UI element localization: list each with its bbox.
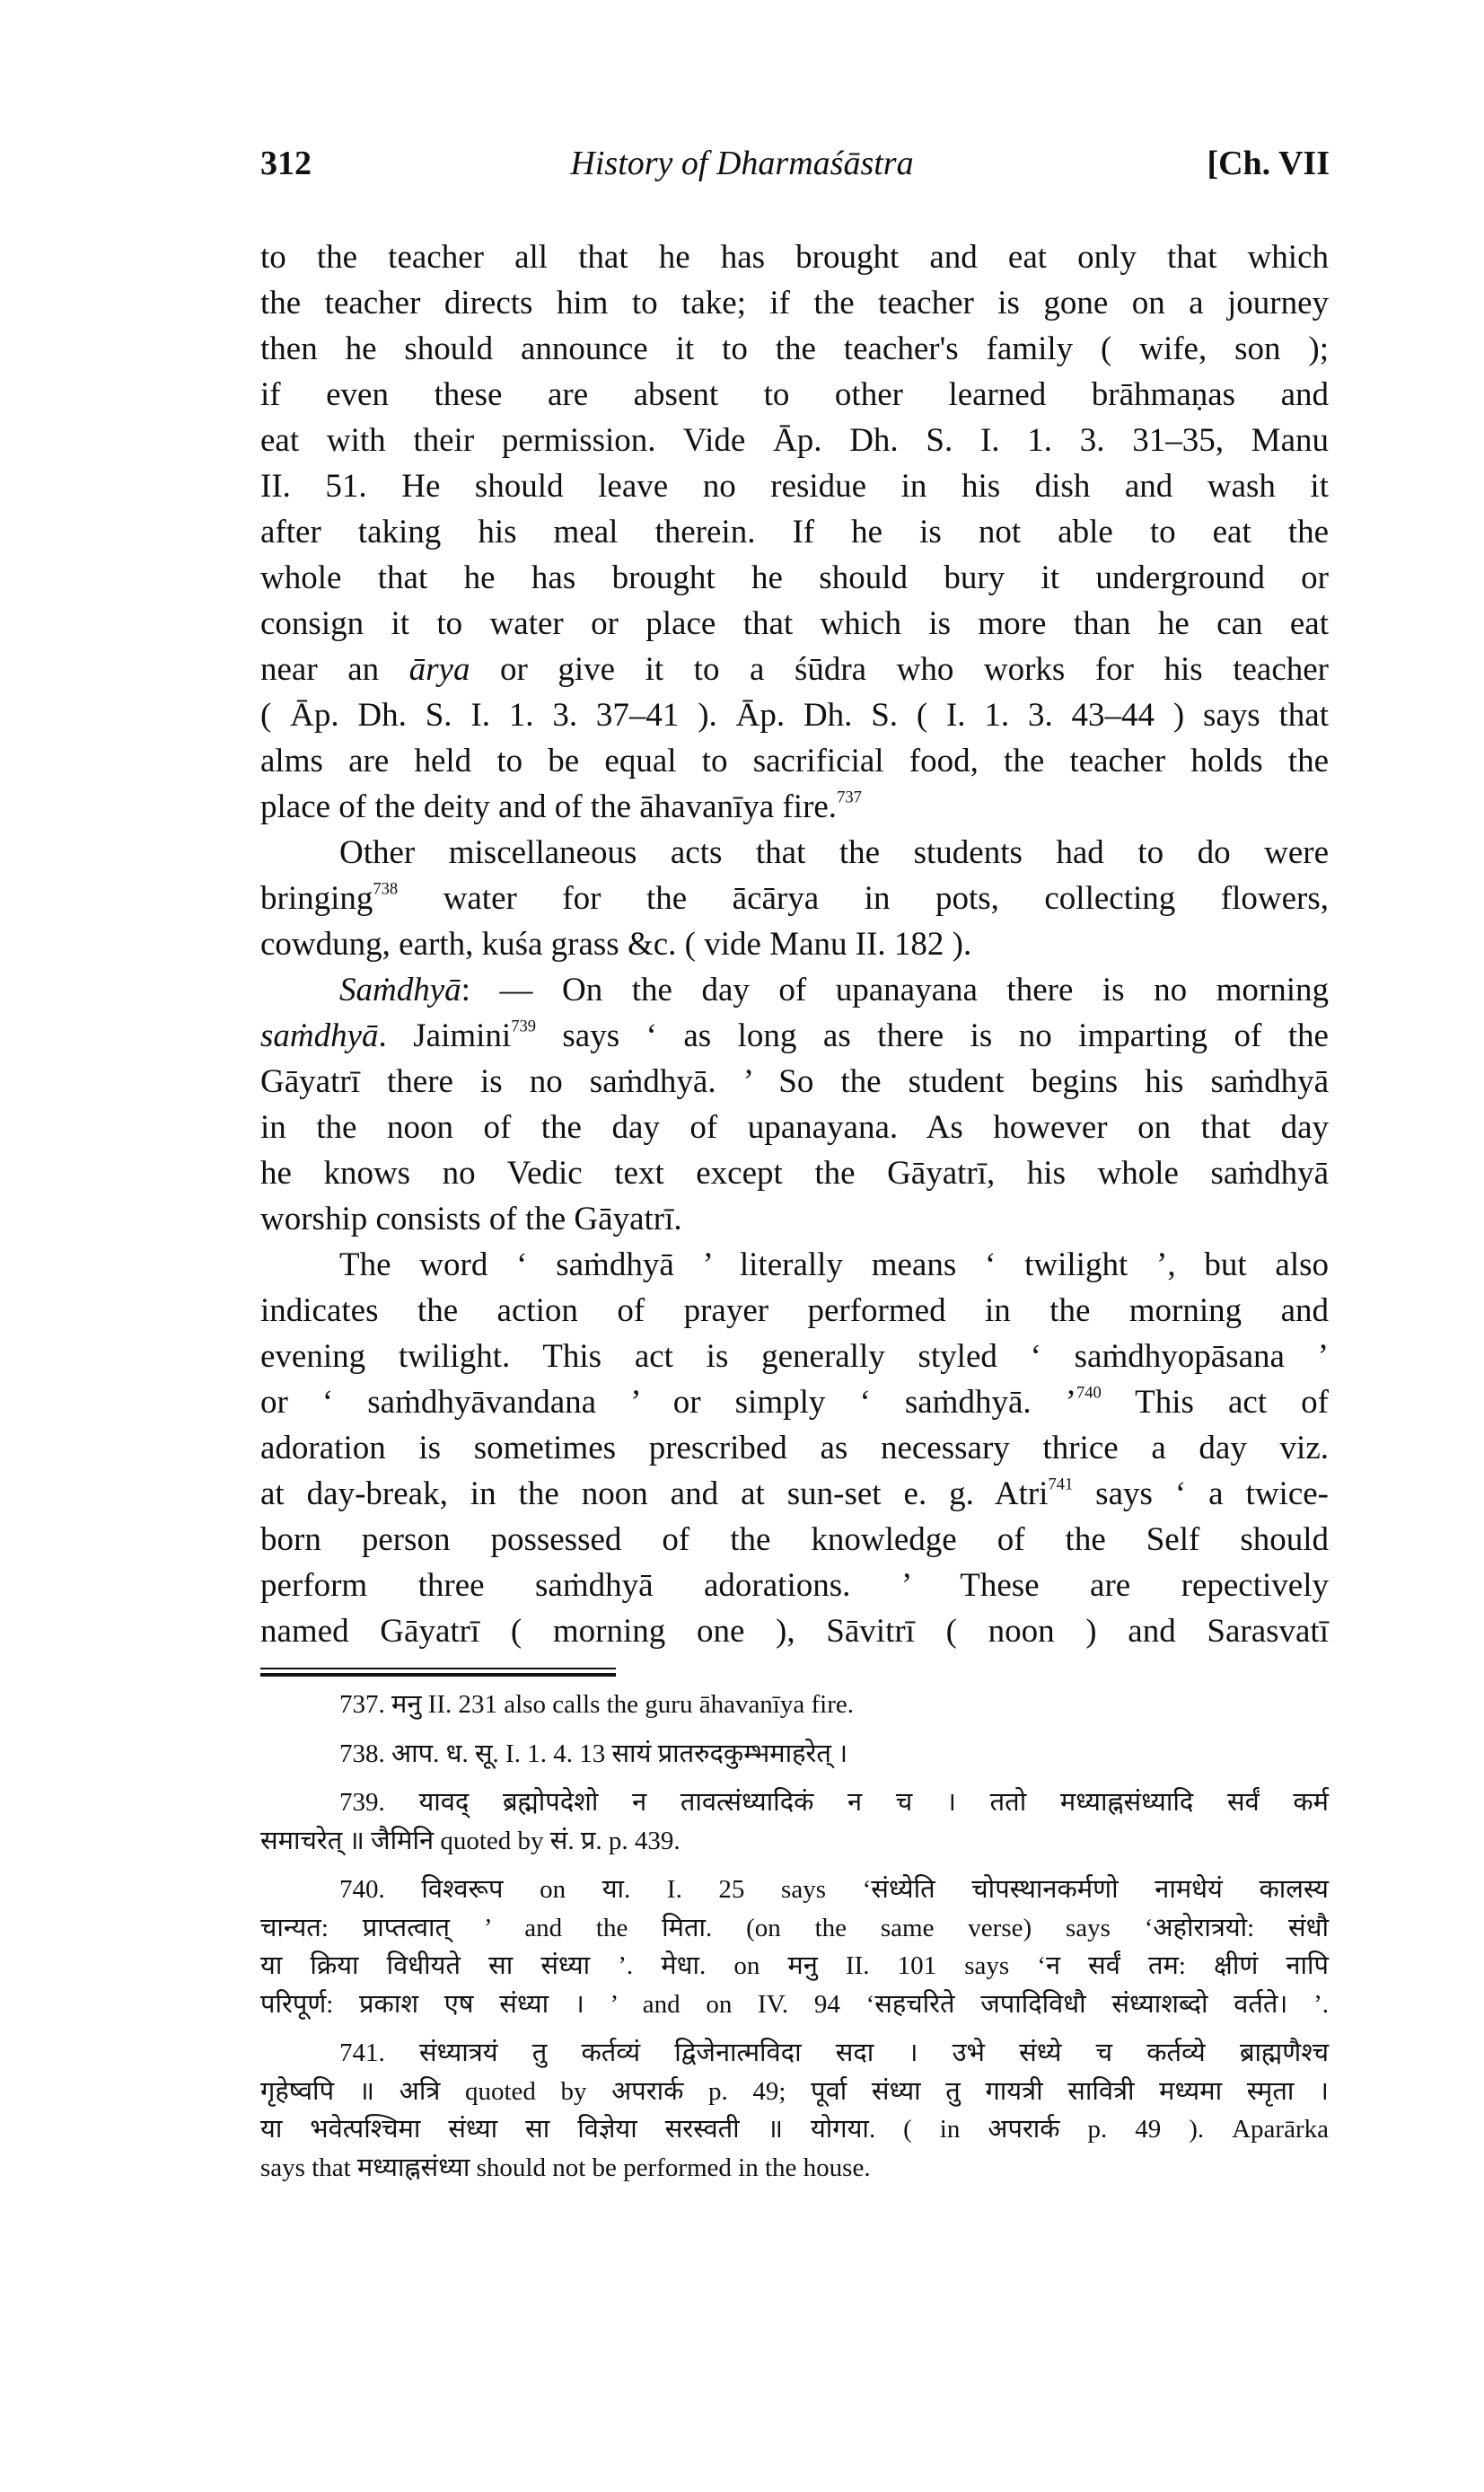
body-line	[260, 1060, 1329, 1105]
text-run: गृहेष्वपि ॥ अत्रि quoted by अपरार्क p. 49; पूर्वा संध्या तु गायत्री सावित्री मध्यमा स्मृता ।	[260, 2076, 1329, 2106]
body-line	[260, 1426, 1329, 1471]
body-line	[260, 1014, 1329, 1059]
footnote-line	[260, 1686, 1329, 1722]
text-run: 737. मनु II. 231 also calls the guru āhavanīya fire.	[339, 1690, 854, 1719]
text-run: place of the deity and of the āhavanīya fire.	[260, 788, 838, 825]
text-run: named Gāyatrī ( morning one ), Sāvitrī ( noon ) and Sarasvatī	[260, 1613, 1329, 1650]
text-run: 739. यावद् ब्रह्मोपदेशो न तावत्संध्यादिकं न च । ततो मध्याह्नसंध्यादि सर्वं कर्म	[339, 1788, 1329, 1817]
body-line	[260, 1105, 1329, 1150]
body-line	[260, 1243, 1329, 1288]
text-run: 740. विश्वरूप on या. I. 25 says ‘संध्येति चोपस्थानकर्मणो नामधेयं कालस्य	[339, 1875, 1329, 1904]
text-run: Gāyatrī there is no saṁdhyā. ’ So the student begins his saṁdhyā	[260, 1063, 1329, 1100]
text-run: evening twilight. This act is generally styled ‘ saṁdhyopāsana ’	[260, 1338, 1329, 1375]
footnote-line	[260, 2035, 1329, 2071]
footnote-line	[260, 1910, 1329, 1946]
footnote-ref: 737	[837, 788, 862, 807]
text-run: after taking his meal therein. If he is not able to eat the	[260, 514, 1329, 550]
body-line	[260, 785, 1329, 830]
text-run: born person possessed of the knowledge of the Self should	[260, 1521, 1329, 1558]
italic-term: saṁdhyā	[260, 1017, 379, 1054]
text-run: ( Āp. Dh. S. I. 1. 3. 37–41 ). Āp. Dh. S. ( I. 1. 3. 43–44 ) says that	[260, 697, 1329, 734]
body-line	[260, 327, 1329, 372]
text-run: worship consists of the Gāyatrī.	[260, 1201, 682, 1237]
text-run: adoration is sometimes prescribed as necessary thrice a day viz.	[260, 1430, 1329, 1466]
text-run: to the teacher all that he has brought and eat only that which	[260, 239, 1329, 276]
body-line	[260, 1289, 1329, 1334]
text-run: : — On the day of upanayana there is no morning	[461, 972, 1329, 1008]
text-run: bringing	[260, 880, 373, 917]
text-run: . Jaimini	[378, 1017, 512, 1054]
footnote-line	[260, 1986, 1329, 2022]
text-run: the teacher directs him to take; if the teacher is gone on a journey	[260, 285, 1329, 321]
text-run: Other miscellaneous acts that the students had to do were	[339, 834, 1329, 871]
body-line	[260, 418, 1329, 463]
body-line	[260, 281, 1329, 326]
body-line	[260, 1563, 1329, 1608]
footnote-line	[260, 1736, 1329, 1772]
text-run: then he should announce it to the teacher's family ( wife, son );	[260, 330, 1329, 367]
body-line	[260, 1334, 1329, 1379]
text-run: whole that he has brought he should bury it underground or	[260, 559, 1329, 596]
text-run: he knows no Vedic text except the Gāyatrī, his whole saṁdhyā	[260, 1155, 1329, 1192]
body-line	[260, 464, 1329, 509]
body-line	[260, 373, 1329, 418]
text-run: alms are held to be equal to sacrificial food, the teacher holds the	[260, 743, 1329, 779]
text-run: The word ‘ saṁdhyā ’ literally means ‘ twilight ’, but also	[339, 1246, 1329, 1283]
footnote-ref: 740	[1076, 1384, 1102, 1403]
body-line	[260, 1518, 1329, 1563]
body-line	[260, 876, 1329, 921]
text-run: cowdung, earth, kuśa grass &c. ( vide Manu II. 182 ).	[260, 926, 972, 963]
footnote-rule-thin	[260, 1668, 616, 1669]
text-run: 741. संध्यात्रयं तु कर्तव्यं द्विजेनात्मविदा सदा । उभे संध्ये च कर्तव्ये ब्राह्मणैश्च	[339, 2039, 1329, 2067]
text-run: near an	[260, 651, 409, 688]
body-line	[260, 1197, 1329, 1242]
body-line	[260, 510, 1329, 555]
text-run: eat with their permission. Vide Āp. Dh. S. I. 1. 3. 31–35, Manu	[260, 422, 1329, 459]
italic-term: ārya	[408, 651, 470, 688]
text-run: परिपूर्ण: प्रकाश एष संध्या । ’ and on IV. 94 ‘सहचरिते जपादिविधौ संध्याशब्दो वर्तते। ’.	[260, 1989, 1329, 2019]
text-run: समाचरेत् ॥ जैमिनि quoted by सं. प्र. p. 439.	[260, 1826, 681, 1855]
body-line	[260, 831, 1329, 876]
body-line	[260, 1472, 1329, 1517]
footnote-line	[260, 1871, 1329, 1907]
text-run: if even these are absent to other learned brāhmaṇas and	[260, 376, 1329, 413]
text-run: This act of	[1101, 1384, 1329, 1421]
text-run: perform three saṁdhyā adorations. ’ These are repectively	[260, 1567, 1329, 1604]
text-run: water for the ācārya in pots, collecting flowers,	[398, 880, 1329, 917]
text-run: consign it to water or place that which is more than he can eat	[260, 605, 1329, 642]
chapter-label: [Ch. VII	[1207, 145, 1330, 182]
text-run: या भवेत्पश्चिमा संध्या सा विज्ञेया सरस्वती ॥ योगया. ( in अपरार्क p. 49 ). Aparārka	[260, 2115, 1329, 2144]
footnote-line	[260, 1784, 1329, 1820]
text-run: at day-break, in the noon and at sun-set e. g. Atri	[260, 1475, 1049, 1512]
text-run: says ‘ a twice-	[1073, 1475, 1329, 1512]
text-run: or give it to a śūdra who works for his teacher	[470, 651, 1330, 688]
text-run: says that मध्याह्नसंध्या should not be performed in the house.	[260, 2153, 871, 2182]
text-run: चान्यत: प्राप्तत्वात् ’ and the मिता. (on the same verse) says ‘अहोरात्रयो: संधौ	[260, 1913, 1329, 1942]
body-line	[260, 647, 1329, 692]
body-line	[260, 1151, 1329, 1196]
body-line	[260, 602, 1329, 647]
footnote-ref: 739	[511, 1017, 536, 1036]
body-line	[260, 968, 1329, 1013]
body-line	[260, 922, 1329, 967]
text-run: II. 51. He should leave no residue in his dish and wash it	[260, 468, 1329, 505]
text-run: or ‘ saṁdhyāvandana ’ or simply ‘ saṁdhyā. ’	[260, 1384, 1076, 1421]
footnote-line	[260, 1823, 1329, 1859]
footnote-line	[260, 1948, 1329, 1984]
footnote-line	[260, 2074, 1329, 2109]
body-line	[260, 1609, 1329, 1654]
text-run: in the noon of the day of upanayana. As however on that day	[260, 1109, 1329, 1146]
text-run: 738. आप. ध. सू. I. 1. 4. 13 सायं प्रातरुदकुम्भमाहरेत् ।	[339, 1739, 848, 1768]
text-run: says ‘ as long as there is no imparting of the	[535, 1017, 1329, 1054]
body-line	[260, 739, 1329, 784]
footnote-line	[260, 2150, 1329, 2186]
body-line	[260, 556, 1329, 601]
body-line	[260, 235, 1329, 280]
running-title: History of Dharmaśāstra	[570, 145, 914, 182]
page-number: 312	[260, 145, 312, 182]
footnote-line	[260, 2111, 1329, 2147]
body-line	[260, 693, 1329, 738]
italic-term: Saṁdhyā	[339, 972, 461, 1008]
footnote-rule-thick	[260, 1673, 616, 1677]
text-run: indicates the action of prayer performed in the morning and	[260, 1292, 1329, 1329]
footnote-ref: 738	[373, 880, 399, 899]
text-run: या क्रिया विधीयते सा संध्या ’. मेधा. on मनु II. 101 says ‘न सर्वं तम: क्षीणं नापि	[260, 1951, 1329, 1980]
body-line	[260, 1380, 1329, 1425]
footnote-ref: 741	[1048, 1475, 1074, 1494]
